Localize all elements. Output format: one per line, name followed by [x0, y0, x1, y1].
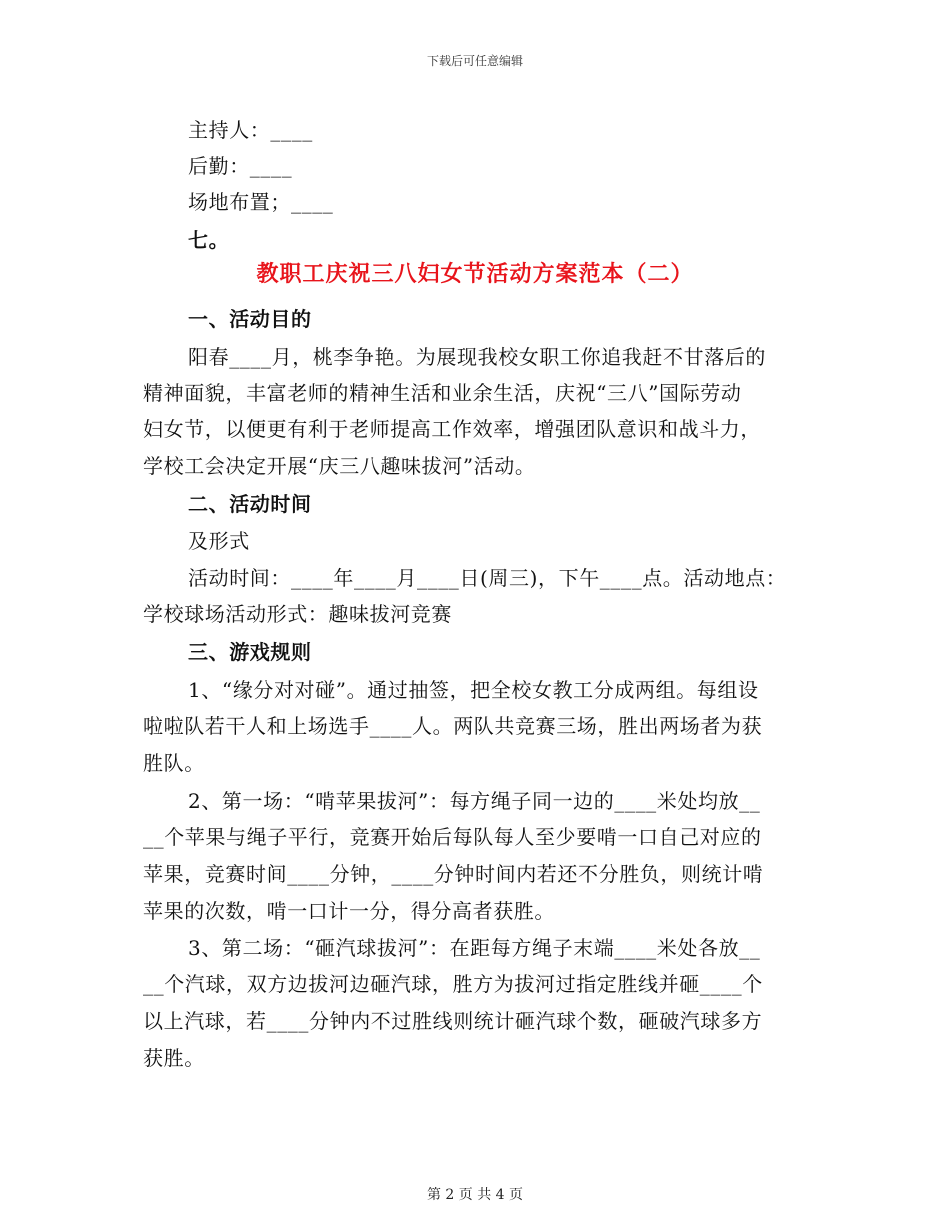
purpose-line: 学校工会决定开展“庆三八趣味拔河”活动。 — [143, 454, 536, 478]
time-line: 学校球场活动形式：趣味拔河竞赛 — [143, 602, 452, 626]
page-footer: 第 2 页 共 4 页 — [426, 1187, 524, 1203]
section-heading-purpose: 一、活动目的 — [188, 307, 312, 331]
rule1-line: 啦啦队若干人和上场选手____人。两队共竞赛三场，胜出两场者为获 — [143, 714, 763, 738]
purpose-line: 精神面貌，丰富老师的精神生活和业余生活，庆祝“三八”国际劳动 — [143, 381, 742, 405]
rule2-line: 2、第一场：“啃苹果拔河”：每方绳子同一边的____米处均放__ — [188, 789, 761, 813]
rule3-line: 获胜。 — [143, 1046, 205, 1070]
venue-setup-line: 场地布置；____ — [188, 190, 334, 214]
rule3-line: 3、第二场：“砸汽球拔河”：在距每方绳子末端____米处各放__ — [188, 936, 761, 960]
rule2-line: 苹果，竞赛时间____分钟，____分钟时间内若还不分胜负，则统计啃 — [143, 862, 764, 886]
time-line: 及形式 — [188, 529, 250, 553]
document-title: 教职工庆祝三八妇女节活动方案范本（二） — [256, 261, 694, 287]
rule1-line: 胜队。 — [143, 751, 205, 775]
rule2-line: 苹果的次数，啃一口计一分，得分高者获胜。 — [143, 899, 555, 923]
host-line: 主持人：____ — [188, 118, 313, 142]
time-line: 活动时间：____年____月____日(周三)，下午____点。活动地点： — [188, 566, 787, 590]
page-header: 下载后可任意编辑 — [426, 54, 523, 68]
rule3-line: __个汽球，双方边拔河边砸汽球，胜方为拔河过指定胜线并砸____个 — [143, 972, 763, 996]
section-seven-heading: 七。 — [188, 228, 230, 252]
purpose-line: 阳春____月，桃李争艳。为展现我校女职工你追我赶不甘落后的 — [188, 345, 766, 369]
purpose-line: 妇女节，以便更有利于老师提高工作效率，增强团队意识和战斗力， — [143, 417, 761, 441]
logistics-line: 后勤：____ — [188, 154, 293, 178]
rule2-line: __个苹果与绳子平行，竞赛开始后每队每人至少要啃一口自己对应的 — [143, 825, 762, 849]
rule3-line: 以上汽球，若____分钟内不过胜线则统计砸汽球个数，砸破汽球多方 — [143, 1009, 763, 1033]
section-heading-rules: 三、游戏规则 — [188, 640, 312, 664]
section-heading-time: 二、活动时间 — [188, 492, 312, 516]
rule1-line: 1、“缘分对对碰”。通过抽签，把全校女教工分成两组。每组设 — [188, 678, 759, 702]
